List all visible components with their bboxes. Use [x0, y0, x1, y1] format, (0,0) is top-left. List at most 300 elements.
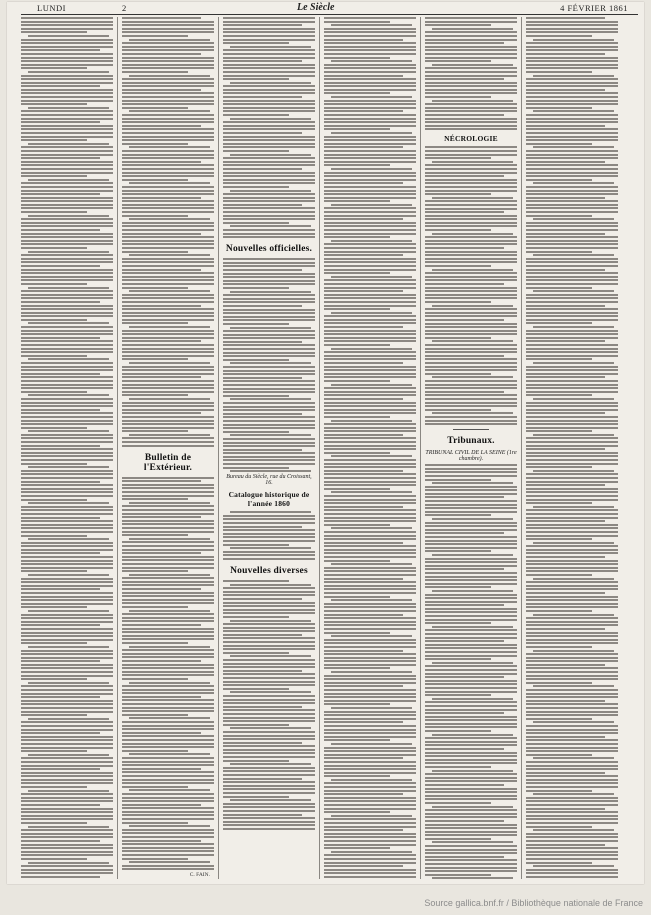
text-line: [122, 222, 214, 224]
text-line: [122, 793, 214, 795]
text-line: [21, 150, 113, 152]
text-line: [21, 236, 113, 238]
text-line: [21, 315, 113, 317]
text-line: [122, 207, 214, 209]
text-line: [223, 305, 302, 307]
text-line: [21, 840, 100, 842]
text-line: [223, 233, 315, 235]
text-line: [223, 413, 302, 415]
text-line: [122, 243, 214, 245]
text-line: [425, 164, 517, 166]
text-line: [324, 31, 416, 33]
text-line: [526, 563, 618, 565]
text-line: [425, 380, 517, 382]
text-line: [21, 21, 113, 23]
text-line: [526, 642, 618, 644]
text-line: [21, 872, 113, 874]
text-line: [129, 39, 210, 41]
text-line: [21, 85, 100, 87]
text-line: [223, 634, 302, 636]
text-line: [331, 312, 412, 314]
text-line: [526, 200, 618, 202]
text-line: [425, 680, 517, 682]
text-line: [21, 186, 113, 188]
text-line: [21, 136, 113, 138]
text-line: [21, 811, 113, 813]
text-line: [122, 100, 214, 102]
text-line: [533, 146, 614, 148]
text-line: [21, 858, 87, 860]
text-line: [526, 358, 592, 360]
masthead-title: Le Siècle: [297, 2, 335, 13]
text-line: [223, 100, 315, 102]
text-line: [122, 143, 188, 145]
text-line: [122, 49, 214, 51]
text-line: [526, 193, 618, 195]
text-line: [223, 713, 315, 715]
text-line: [28, 394, 109, 396]
text-line: [324, 319, 416, 321]
text-line: [425, 788, 517, 790]
text-line: [230, 763, 311, 765]
text-line: [533, 39, 614, 41]
text-line: [122, 402, 214, 404]
text-line: [425, 798, 517, 800]
text-line: [28, 682, 109, 684]
text-line: [230, 620, 311, 622]
text-line: [230, 291, 311, 293]
text-line: [324, 351, 416, 353]
text-line: [526, 822, 618, 824]
text-line: [425, 615, 517, 617]
text-line: [21, 362, 113, 364]
text-line: [432, 482, 513, 484]
text-line: [21, 477, 113, 479]
text-line: [223, 17, 315, 19]
text-line: [526, 387, 618, 389]
text-line: [122, 265, 214, 267]
text-line: [122, 642, 188, 644]
text-line: [425, 179, 517, 181]
text-line: [21, 265, 100, 267]
text-line: [28, 71, 109, 73]
text-line: [21, 603, 113, 605]
text-line: [122, 103, 214, 105]
text-line: [324, 258, 416, 260]
text-line: [122, 132, 214, 134]
text-line: [129, 434, 210, 436]
text-line: [331, 276, 412, 278]
text-line: [425, 200, 517, 202]
text-line: [223, 294, 315, 296]
text-line: [223, 463, 315, 465]
text-line: [223, 821, 315, 823]
text-line: [324, 711, 416, 713]
text-line: [122, 412, 201, 414]
text-line: [425, 387, 517, 389]
text-line: [122, 495, 214, 497]
text-line: [432, 233, 513, 235]
source-credit: Source gallica.bnf.fr / Bibliothèque nationale de France: [424, 898, 643, 908]
text-line: [425, 168, 517, 170]
text-line: [425, 655, 517, 657]
text-line: [425, 67, 517, 69]
text-line: [425, 766, 491, 768]
text-line: [526, 574, 592, 576]
text-line: [223, 785, 315, 787]
text-line: [122, 520, 214, 522]
text-line: [425, 701, 517, 703]
text-line: [425, 471, 517, 473]
text-line: [122, 786, 188, 788]
text-line: [425, 57, 517, 59]
text-line: [122, 552, 201, 554]
text-line: [324, 229, 416, 231]
text-line: [425, 475, 517, 477]
text-line: [21, 247, 87, 249]
text-line: [324, 499, 416, 501]
text-line: [324, 822, 416, 824]
column-1-text: [21, 17, 113, 878]
text-line: [122, 635, 214, 637]
text-line: [122, 559, 214, 561]
text-line: [28, 35, 109, 37]
text-line: [223, 709, 315, 711]
text-line: [526, 168, 618, 170]
text-line: [21, 664, 113, 666]
text-line: [324, 736, 416, 738]
text-line: [122, 800, 214, 802]
text-line: [526, 463, 618, 465]
text-line: [526, 858, 618, 860]
text-line: [324, 826, 416, 828]
text-line: [122, 92, 214, 94]
text-line: [324, 829, 403, 831]
text-line: [28, 610, 109, 612]
text-line: [526, 412, 605, 414]
text-line: [324, 657, 416, 659]
text-line: [122, 78, 214, 80]
text-line: [425, 496, 504, 498]
text-line: [526, 164, 618, 166]
text-line: [129, 538, 210, 540]
text-line: [533, 685, 614, 687]
text-line: [425, 744, 517, 746]
text-line: [425, 247, 504, 249]
text-line: [526, 491, 618, 493]
text-line: [122, 620, 214, 622]
text-line: [122, 279, 214, 281]
text-line: [230, 118, 311, 120]
text-line: [526, 549, 618, 551]
text-line: [425, 423, 517, 425]
text-line: [122, 283, 214, 285]
text-line: [526, 872, 618, 874]
text-line: [21, 585, 113, 587]
text-line: [122, 24, 214, 26]
text-line: [324, 703, 390, 705]
text-line: [223, 796, 289, 798]
text-line: [21, 786, 87, 788]
text-line: [526, 409, 618, 411]
text-line: [425, 186, 517, 188]
text-line: [324, 39, 403, 41]
text-line: [129, 682, 210, 684]
text-line: [526, 57, 618, 59]
text-line: [526, 628, 605, 630]
text-line: [223, 616, 289, 618]
text-line: [21, 272, 113, 274]
text-line: [21, 28, 113, 30]
text-line: [122, 118, 214, 120]
text-line: [223, 229, 315, 231]
text-line: [324, 333, 416, 335]
text-line: [425, 507, 517, 509]
text-line: [21, 685, 113, 687]
text-line: [122, 628, 214, 630]
text-line: [122, 384, 214, 386]
text-line: [21, 567, 113, 569]
text-line: [324, 215, 416, 217]
text-line: [122, 868, 214, 870]
text-line: [526, 765, 618, 767]
text-line: [324, 46, 416, 48]
text-line: [122, 35, 188, 37]
text-line: [432, 197, 513, 199]
text-line: [533, 757, 614, 759]
text-line: [425, 838, 491, 840]
text-line: [526, 693, 618, 695]
text-line: [324, 391, 416, 393]
text-line: [21, 592, 113, 594]
text-line: [526, 128, 618, 130]
text-line: [324, 650, 403, 652]
text-line: [21, 628, 113, 630]
text-line: [21, 445, 100, 447]
text-line: [223, 806, 315, 808]
text-line: [331, 563, 412, 565]
text-line: [122, 344, 214, 346]
text-line: [425, 297, 517, 299]
text-line: [21, 243, 113, 245]
text-line: [526, 851, 618, 853]
text-line: [425, 809, 517, 811]
text-line: [425, 489, 517, 491]
text-line: [324, 538, 416, 540]
text-line: [526, 599, 618, 601]
text-line: [324, 139, 416, 141]
text-line: [425, 633, 517, 635]
text-line: [122, 484, 214, 486]
text-line: [526, 308, 618, 310]
text-line: [21, 53, 113, 55]
text-line: [21, 606, 87, 608]
text-line: [122, 829, 214, 831]
text-line: [21, 854, 113, 856]
text-line: [122, 599, 214, 601]
text-line: [129, 75, 210, 77]
text-line: [129, 362, 210, 364]
text-line: [425, 594, 517, 596]
text-line: [425, 601, 517, 603]
text-line: [223, 663, 315, 665]
text-line: [324, 811, 390, 813]
text-line: [223, 211, 315, 213]
text-line: [432, 518, 513, 520]
text-line: [28, 574, 109, 576]
masthead-rule: [21, 14, 638, 15]
text-line: [122, 584, 214, 586]
text-line: [425, 827, 517, 829]
text-line: [425, 211, 504, 213]
text-line: [526, 96, 618, 98]
text-line: [122, 96, 214, 98]
text-line: [526, 78, 618, 80]
text-line: [425, 550, 491, 552]
text-line: [21, 560, 113, 562]
text-line: [223, 280, 315, 282]
text-line: [122, 843, 214, 845]
text-line: [230, 434, 311, 436]
text-line: [122, 779, 214, 781]
text-line: [21, 657, 113, 659]
text-line: [230, 46, 311, 48]
text-line: [223, 373, 315, 375]
text-line: [122, 391, 214, 393]
text-line: [21, 240, 113, 242]
column-2: [122, 17, 214, 879]
text-line: [526, 653, 618, 655]
text-line: [526, 739, 618, 741]
text-line: [425, 525, 517, 527]
text-line: [425, 504, 517, 506]
text-line: [223, 788, 315, 790]
text-line: [425, 355, 504, 357]
text-line: [122, 161, 201, 163]
text-line: [425, 777, 517, 779]
text-line: [425, 39, 517, 41]
text-line: [223, 778, 302, 780]
text-line: [331, 599, 412, 601]
text-line: [223, 168, 302, 170]
text-line: [331, 635, 412, 637]
text-line: [21, 420, 113, 422]
text-line: [324, 517, 416, 519]
text-line: [425, 486, 517, 488]
text-line: [526, 35, 592, 37]
text-line: [223, 96, 302, 98]
text-line: [21, 330, 113, 332]
text-line: [425, 308, 517, 310]
text-line: [21, 578, 113, 580]
text-line: [28, 287, 109, 289]
text-line: [122, 247, 214, 249]
text-line: [223, 334, 315, 336]
text-line: [223, 699, 315, 701]
text-line: [223, 774, 315, 776]
text-line: [324, 164, 390, 166]
text-line: [526, 761, 618, 763]
text-line: [223, 132, 302, 134]
text-line: [324, 326, 403, 328]
text-line: [223, 645, 315, 647]
text-line: [324, 218, 403, 220]
text-line: [21, 750, 87, 752]
text-line: [122, 387, 214, 389]
text-line: [324, 574, 416, 576]
text-line: [331, 384, 412, 386]
text-line: [122, 240, 214, 242]
text-line: [324, 394, 416, 396]
text-line: [21, 617, 113, 619]
text-line: [230, 362, 311, 364]
text-line: [526, 103, 618, 105]
text-line: [324, 233, 416, 235]
text-line: [324, 75, 403, 77]
text-line: [21, 693, 113, 695]
text-line: [425, 21, 517, 23]
text-line: [324, 642, 416, 644]
text-line: [324, 592, 416, 594]
text-line: [324, 520, 416, 522]
text-line: [122, 782, 214, 784]
text-line: [28, 538, 109, 540]
bulletin-heading: Bulletin de l'Extérieur.: [143, 452, 193, 473]
text-line: [425, 35, 517, 37]
text-line: [223, 67, 315, 69]
text-line: [122, 775, 214, 777]
text-line: [21, 491, 113, 493]
text-line: [122, 667, 214, 669]
text-line: [526, 121, 618, 123]
text-line: [21, 513, 113, 515]
text-line: [425, 146, 517, 148]
text-line: [432, 100, 513, 102]
text-line: [331, 60, 412, 62]
text-line: [21, 261, 113, 263]
text-line: [223, 344, 315, 346]
text-line: [526, 567, 618, 569]
text-line: [526, 775, 618, 777]
text-line: [324, 344, 390, 346]
newspaper-page: [7, 2, 644, 884]
text-line: [324, 225, 416, 227]
text-line: [526, 836, 618, 838]
text-line: [223, 355, 315, 357]
text-line: [122, 549, 214, 551]
text-line: [122, 60, 214, 62]
text-line: [223, 554, 315, 556]
text-line: [425, 49, 517, 51]
text-line: [122, 567, 214, 569]
text-line: [526, 560, 618, 562]
text-line: [21, 527, 113, 529]
text-line: [324, 833, 416, 835]
text-line: [122, 699, 214, 701]
text-line: [526, 139, 618, 141]
text-line: [21, 678, 87, 680]
text-line: [526, 596, 618, 598]
text-line: [324, 675, 416, 677]
text-line: [223, 594, 315, 596]
text-line: [324, 305, 416, 307]
text-line: [425, 218, 517, 220]
text-line: [122, 380, 214, 382]
text-line: [425, 705, 517, 707]
text-line: [122, 272, 214, 274]
text-line: [230, 470, 311, 472]
text-line: [425, 301, 491, 303]
